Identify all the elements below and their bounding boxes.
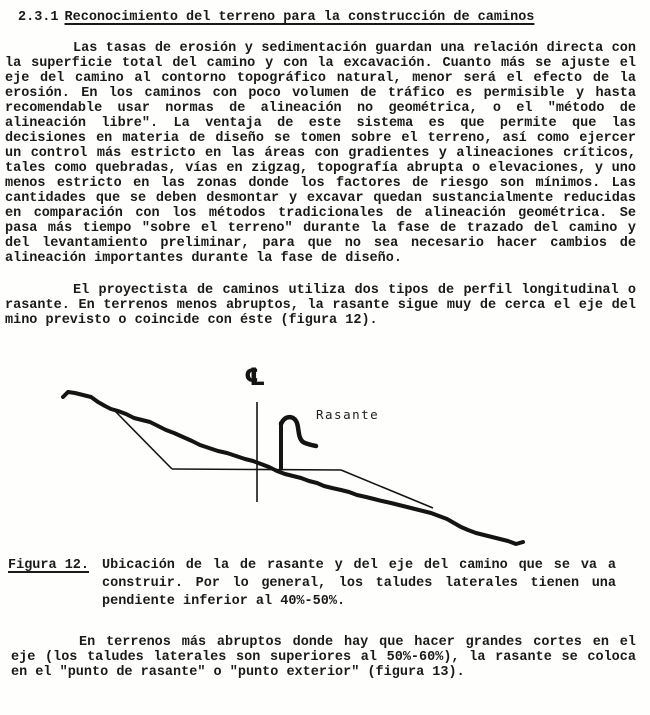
fill-slope-line [341,470,433,508]
paragraph-terrenos-abruptos: En terrenos más abruptos donde hay que hacer grandes cortes en el eje (los taludes laterales son superiores al 50%-60%), la rasante se coloca en el "punto de rasante" o "punto exterior" (figura 13). [11,635,636,680]
figure-caption [8,557,616,611]
centerline-symbol: ℄ [244,363,266,391]
section-heading [18,10,534,26]
figure-caption-label: Figura 12. [8,558,90,573]
rasante-flag-curl [281,417,316,446]
paragraph-erosion-alineacion: Las tasas de erosión y sedimentación guardan una relación directa con la superficie total del camino y con la excavación. Cuanto más se ajuste el eje del camino al contorno topográfico natural, menor será el efecto de la erosión. En los caminos con poco volumen de tráfico es permisible y hasta recomendable usar normas de alineación no geométrica, o el "método de alineación libre". La ventaja de este sistema es que permite que las decisiones en materia de diseño se tomen sobre el terreno, así como ejercer un control más estricto en las áreas con gradientes y alineaciones críticos, tales como quebradas, vías en zigzag, topografía abrupta o elevaciones, y uno menos estricto en las zonas donde los factores de riesgo son mínimos. Las cantidades que se deben desmontar y excavar quedan sustancialmente reducidas en comparación con los métodos tradicionales de alineación geométrica. Se pasa más tiempo "sobre el terreno" durante la fase de trazado del camino y del levantamiento preliminar, para que no sea necesario hacer cambios de alineación importantes durante la fase de diseño. [5,41,636,266]
paragraph-proyectista: El proyectista de caminos utiliza dos tipos de perfil longitudinal o rasante. En terrenos menos abruptos, la rasante sigue muy de cerca el eje del mino previsto o coincide con éste (figura 12). [5,283,636,328]
section-number: 2.3.1 [18,10,59,25]
terrain-profile-line [63,392,523,544]
section-title: Reconocimiento del terreno para la construcción de caminos [64,10,535,25]
road-platform-line [172,469,341,470]
figure-caption-text: Ubicación de la de rasante y del eje del camino que se va a construir. Por lo general, los taludes laterales tienen una pendiente inferior al 40%-50%. [102,558,616,609]
cut-slope-line [114,410,172,469]
rasante-label: Rasante [316,407,380,422]
